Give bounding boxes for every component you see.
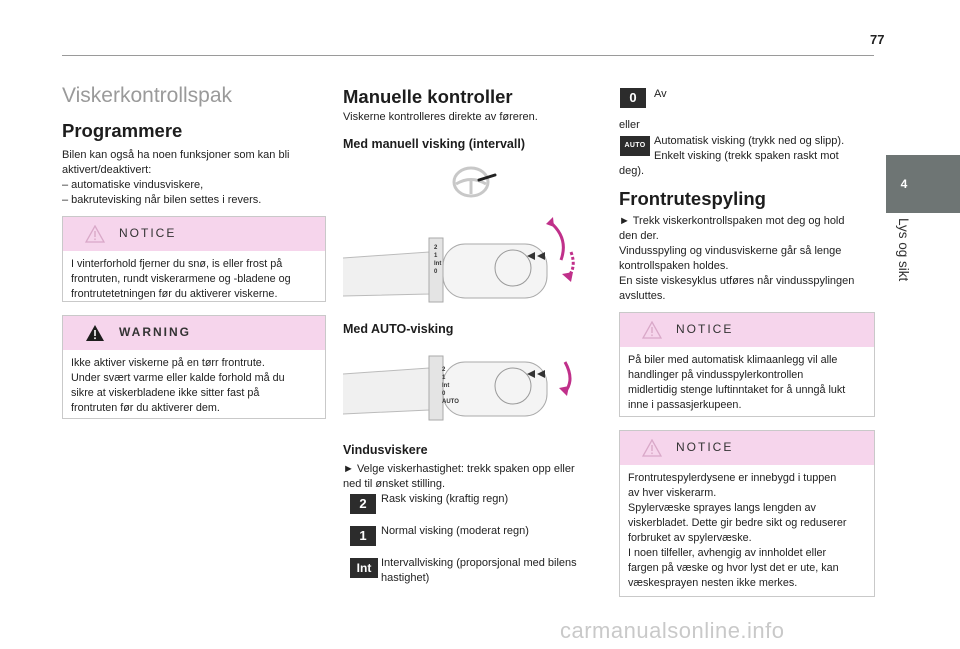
interval-icon: Int [350,558,378,578]
notice-line: fargen på væske og hvor lyst det er ute, kan [628,562,839,574]
notice-line: frontrutetetningen før du aktiverer viskerne. [71,288,278,300]
warning-box [62,315,326,419]
warning-body [63,350,325,424]
notice-line: inne i passasjerkupeen. [628,399,742,411]
caution-icon [85,225,105,243]
notice-line: På biler med automatisk klimaanlegg vil alle [628,354,838,366]
notice-label: NOTICE [119,226,177,240]
lever-label: 1 [434,253,438,259]
section-title: Viskerkontrollspak [62,84,233,107]
wipers-intro-line: ned til ønsket stilling. [343,478,446,490]
lever-label: 2 [434,245,438,251]
notice-body [620,465,874,599]
off-icon: 0 [620,88,646,108]
lever-label: Int [442,383,450,389]
notice-body [620,347,874,421]
notice-box-climate [619,312,875,417]
wipers-intro [343,462,598,492]
interval-line: Intervallvisking (proporsjonal med bilens [381,557,577,569]
washer-line: kontrollspaken holdes. [619,260,729,272]
notice-line: væskesprayen nesten ikke merkes. [628,577,798,589]
watermark: carmanualsonline.info [560,618,785,643]
notice-line: Spylervæske sprayes langs lengden av [628,502,816,514]
speed-1-icon: 1 [350,526,376,546]
programming-text [62,148,327,208]
programming-intro-1: Bilen kan også ha noen funksjoner som kan bli [62,149,290,161]
warning-line: sikre at viskerbladene ikke sitter fast på [71,387,260,399]
washer-line: En siste viskesyklus utføres når vindusspylingen [619,275,855,287]
notice-box [62,216,326,302]
programming-intro-2: aktivert/deaktivert: [62,164,152,176]
notice-header [63,217,325,251]
speed-2-text [381,492,597,507]
lever-position-labels-auto [442,366,458,406]
lever-label: AUTO [442,399,459,405]
steering-wheel-icon [451,163,497,199]
warning-line: frontruten før du aktiverer dem. [71,402,220,414]
speed-2-line: Rask visking (kraftig regn) [381,493,509,505]
warning-icon [85,324,105,342]
caution-icon [642,439,662,457]
speed-1-line: Normal visking (moderat regn) [381,525,529,537]
header-rule [62,55,874,56]
washer-text [619,214,877,304]
speed-2-icon: 2 [350,494,376,514]
lever-label: 1 [442,375,446,381]
notice-line: viskerbladet. Dette gir bedre sikt og reduserer [628,517,847,529]
chapter-tab[interactable] [886,155,960,213]
auto-text [654,134,878,164]
notice-line: forbruket av spylervæske. [628,532,752,544]
auto-line: Enkelt visking (trekk spaken raskt mot [654,150,839,162]
lever-label: 2 [442,367,446,373]
lever-label: Int [434,261,442,267]
wipers-heading: Vindusviskere [343,443,428,457]
wiper-lever-manual-illustration [343,212,583,306]
programming-item-1: – automatiske vindusviskere, [62,179,204,191]
washer-line: den der. [619,230,659,242]
warning-line: Under svært varme eller kalde forhold må du [71,372,285,384]
notice-label: NOTICE [676,322,734,336]
wipers-intro-line: ► Velge viskerhastighet: trekk spaken opp eller [343,463,575,475]
notice-line: handlinger på vindusspylerkontrollen [628,369,804,381]
manual-controls-heading: Manuelle kontroller [343,86,513,107]
warning-label: WARNING [119,325,191,339]
or-text: eller [619,119,640,131]
auto-line-3: deg). [619,165,645,177]
caution-icon [642,321,662,339]
manual-controls-intro: Viskerne kontrolleres direkte av føreren. [343,111,538,123]
lever-label: 0 [442,391,446,397]
notice-line: I vinterforhold fjerner du snø, is eller frost på [71,258,283,270]
interval-text [381,556,597,586]
washer-line: ► Trekk viskerkontrollspaken mot deg og hold [619,215,845,227]
washer-line: Vindusspyling og vindusviskerne går så lenge [619,245,842,257]
notice-body [63,251,325,310]
manual-wiping-heading: Med manuell visking (intervall) [343,137,525,151]
notice-line: av hver viskerarm. [628,487,717,499]
notice-line: midlertidig stenge luftinntaket for å unngå lukt [628,384,846,396]
chapter-number: 4 [900,177,908,191]
chapter-label [893,218,915,328]
notice-header [620,431,874,465]
speed-1-text [381,524,597,539]
auto-line: Automatisk visking (trykk ned og slipp). [654,135,845,147]
notice-line: I noen tilfeller, avhengig av innholdet eller [628,547,827,559]
auto-icon: AUTO [620,136,650,156]
warning-line: Ikke aktiver viskerne på en tørr frontrute. [71,357,265,369]
page-number: 77 [870,32,885,47]
notice-label: NOTICE [676,440,734,454]
notice-header [620,313,874,347]
chapter-label-text: Lys og sikt [896,218,911,282]
lever-label: 0 [434,269,438,275]
notice-line: Frontrutespylerdysene er innebygd i tuppen [628,472,837,484]
interval-line: hastighet) [381,572,430,584]
notice-box-nozzles [619,430,875,597]
auto-wiping-heading: Med AUTO-visking [343,322,454,336]
programming-item-2: – bakrutevisking når bilen settes i revers. [62,194,262,206]
off-text: Av [654,88,667,100]
wiper-lever-auto-illustration [343,340,583,426]
lever-position-labels [434,244,446,276]
warning-header [63,316,325,350]
washer-heading: Frontrutespyling [619,188,766,209]
washer-line: avsluttes. [619,290,666,302]
programming-heading: Programmere [62,120,183,141]
notice-line: frontruten, rundt viskerarmene og -bladene og [71,273,291,285]
